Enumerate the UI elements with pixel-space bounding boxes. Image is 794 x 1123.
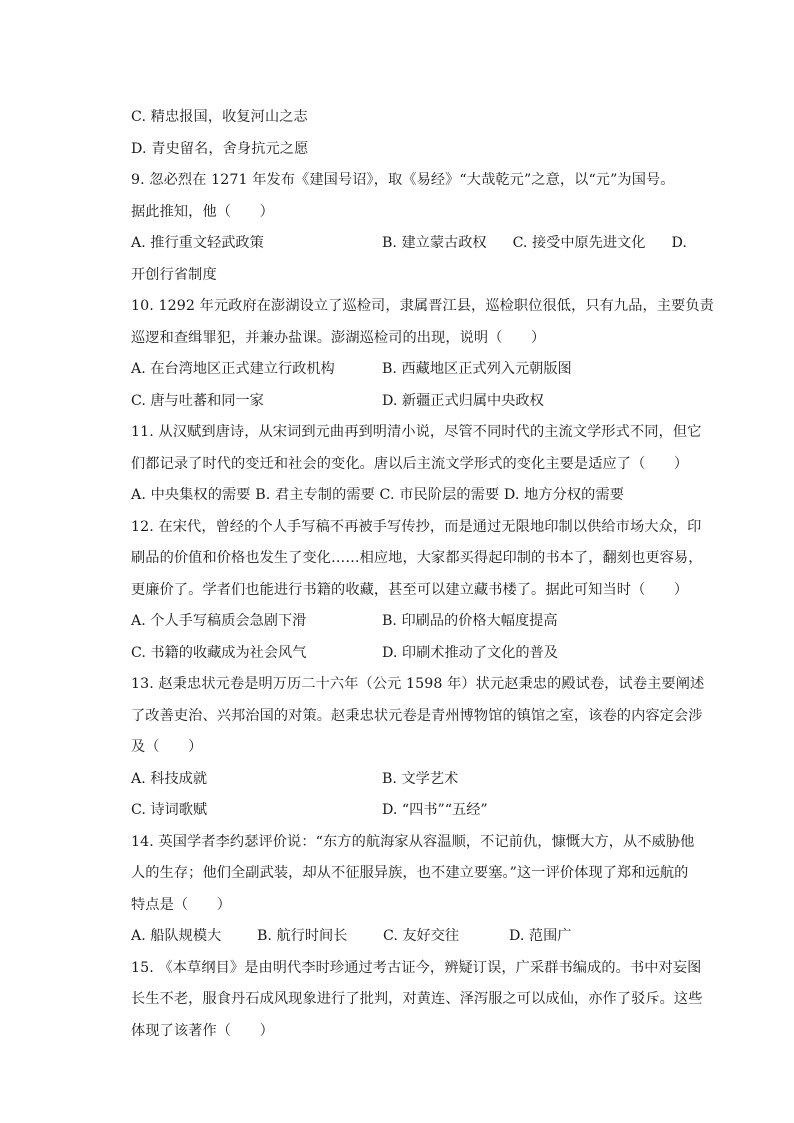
q12-option-b: B. 印刷品的价格大幅度提高 [382, 613, 558, 629]
q12-option-d: D. 印刷术推动了文化的普及 [382, 644, 558, 661]
q9-options-row [131, 228, 698, 260]
q11-options-line: A. 中央集权的需要 B. 君主专制的需要 C. 市民阶层的需要 D. 地方分权的需要 [131, 487, 625, 503]
question-11 [131, 417, 702, 512]
question-13 [131, 669, 705, 827]
q15-stem-line-3: 体现了该著作（ ） [131, 1022, 274, 1039]
q13-stem-line-1: 13. 赵秉忠状元卷是明万历二十六年（公元 1598 年）状元赵秉忠的殿试卷，试卷主要阐述 [131, 676, 705, 692]
q12-stem-line-1: 12. 在宋代，曾经的个人手写稿不再被手写传抄，而是通过无限地印制以供给市场大众，印 [131, 518, 702, 535]
q14-option-d: D. 范围广 [509, 928, 572, 944]
question-9 [131, 165, 698, 291]
q10-stem-line-1: 10. 1292 年元政府在澎湖设立了巡检司，隶属晋江县，巡检职位很低，只有九品，主要负责 [131, 298, 714, 314]
q12-option-a: A. 个人手写稿质会急剧下滑 [131, 613, 307, 629]
q9-option-d-letter: D. [671, 235, 687, 251]
q14-option-b: B. 航行时间长 [257, 928, 348, 944]
q9-option-d-text: 开创行省制度 [131, 266, 217, 283]
q10-option-d: D. 新疆正式归属中央政权 [382, 392, 544, 409]
q11-stem-line-1: 11. 从汉赋到唐诗，从宋词到元曲再到明清小说，尽管不同时代的主流文学形式不同，但它 [131, 424, 702, 440]
q10-option-a: A. 在台湾地区正式建立行政机构 [131, 361, 335, 377]
q13-stem-line-2: 了改善吏治、兴邦治国的对策。赵秉忠状元卷是青州博物馆的镇馆之室，该卷的内容定会涉 [131, 707, 703, 724]
q15-stem-line-1: 15. 《本草纲目》是由明代李时珍通过考古证今，辨疑订误，广采群书编成的。书中对妄图 [131, 959, 702, 976]
q14-stem-line-2: 人的生存；他们全副武装，却从不征服异族，也不建立要塞。”这一评价体现了郑和远航的 [131, 865, 689, 881]
q14-options-row [131, 921, 698, 953]
q9-option-c: C. 接受中原先进文化 [512, 235, 646, 251]
q14-option-c: C. 友好交往 [383, 928, 460, 944]
q14-stem-line-1: 14. 英国学者李约瑟评价说：“东方的航海家从容温顺，不记前仇，慷慨大方，从不威胁他 [131, 833, 695, 850]
q12-stem-line-2: 刷品的价值和价格也发生了变化……相应地，大家都买得起印制的书本了，翻刻也更容易， [131, 550, 703, 566]
q12-stem-line-3: 更廉价了。学者们也能进行书籍的收藏，甚至可以建立藏书楼了。据此可知当时（ ） [131, 581, 689, 598]
q14-option-a: A. 船队规模大 [131, 928, 222, 944]
q13-stem-line-3: 及（ ） [131, 739, 203, 755]
q13-option-b: B. 文学艺术 [382, 770, 459, 787]
q9-stem-line-1: 9. 忽必烈在 1271 年发布《建国号诏》，取《易经》“大哉乾元”之意，以“元”为国号。 [131, 172, 675, 188]
q12-options-row-1 [131, 606, 698, 638]
question-15 [131, 953, 703, 1048]
q13-option-d: D. “四书”“五经” [382, 802, 488, 818]
q9-option-b: B. 建立蒙古政权 [382, 235, 487, 251]
q12-option-c: C. 书籍的收藏成为社会风气 [131, 644, 307, 661]
q9-stem-line-2: 据此推知，他（ ） [131, 203, 274, 220]
q9-option-a: A. 推行重文轻武政策 [131, 235, 264, 251]
q13-option-a: A. 科技成就 [131, 770, 208, 787]
q10-stem-line-2: 巡逻和查缉罪犯，并兼办盐课。澎湖巡检司的出现，说明（ ） [131, 329, 546, 346]
q13-options-row-2 [131, 795, 698, 827]
q10-options-row-2 [131, 386, 698, 418]
q10-options-row-1 [131, 354, 698, 386]
q13-option-c: C. 诗词歌赋 [131, 802, 208, 818]
q14-stem-line-3: 特点是（ ） [131, 896, 232, 913]
q12-options-row-2 [131, 638, 698, 670]
q13-options-row-1 [131, 764, 698, 796]
q8-option-c: C. 精忠报国，收复河山之志 [131, 109, 308, 125]
question-10 [131, 291, 714, 417]
q10-option-b: B. 西藏地区正式列入元朝版图 [382, 361, 572, 377]
q15-stem-line-2: 长生不老，服食丹石成风现象进行了批判，对黄连、泽泻服之可以成仙，亦作了驳斥。这些 [131, 991, 703, 1007]
question-14 [131, 827, 698, 953]
q8-option-d: D. 青史留名，舍身抗元之愿 [131, 140, 309, 157]
question-12 [131, 512, 703, 670]
q11-stem-line-2: 们都记录了时代的变迁和社会的变化。唐以后主流文学形式的变化主要是适应了（ ） [131, 455, 689, 472]
q10-option-c: C. 唐与吐蕃和同一家 [131, 392, 264, 409]
